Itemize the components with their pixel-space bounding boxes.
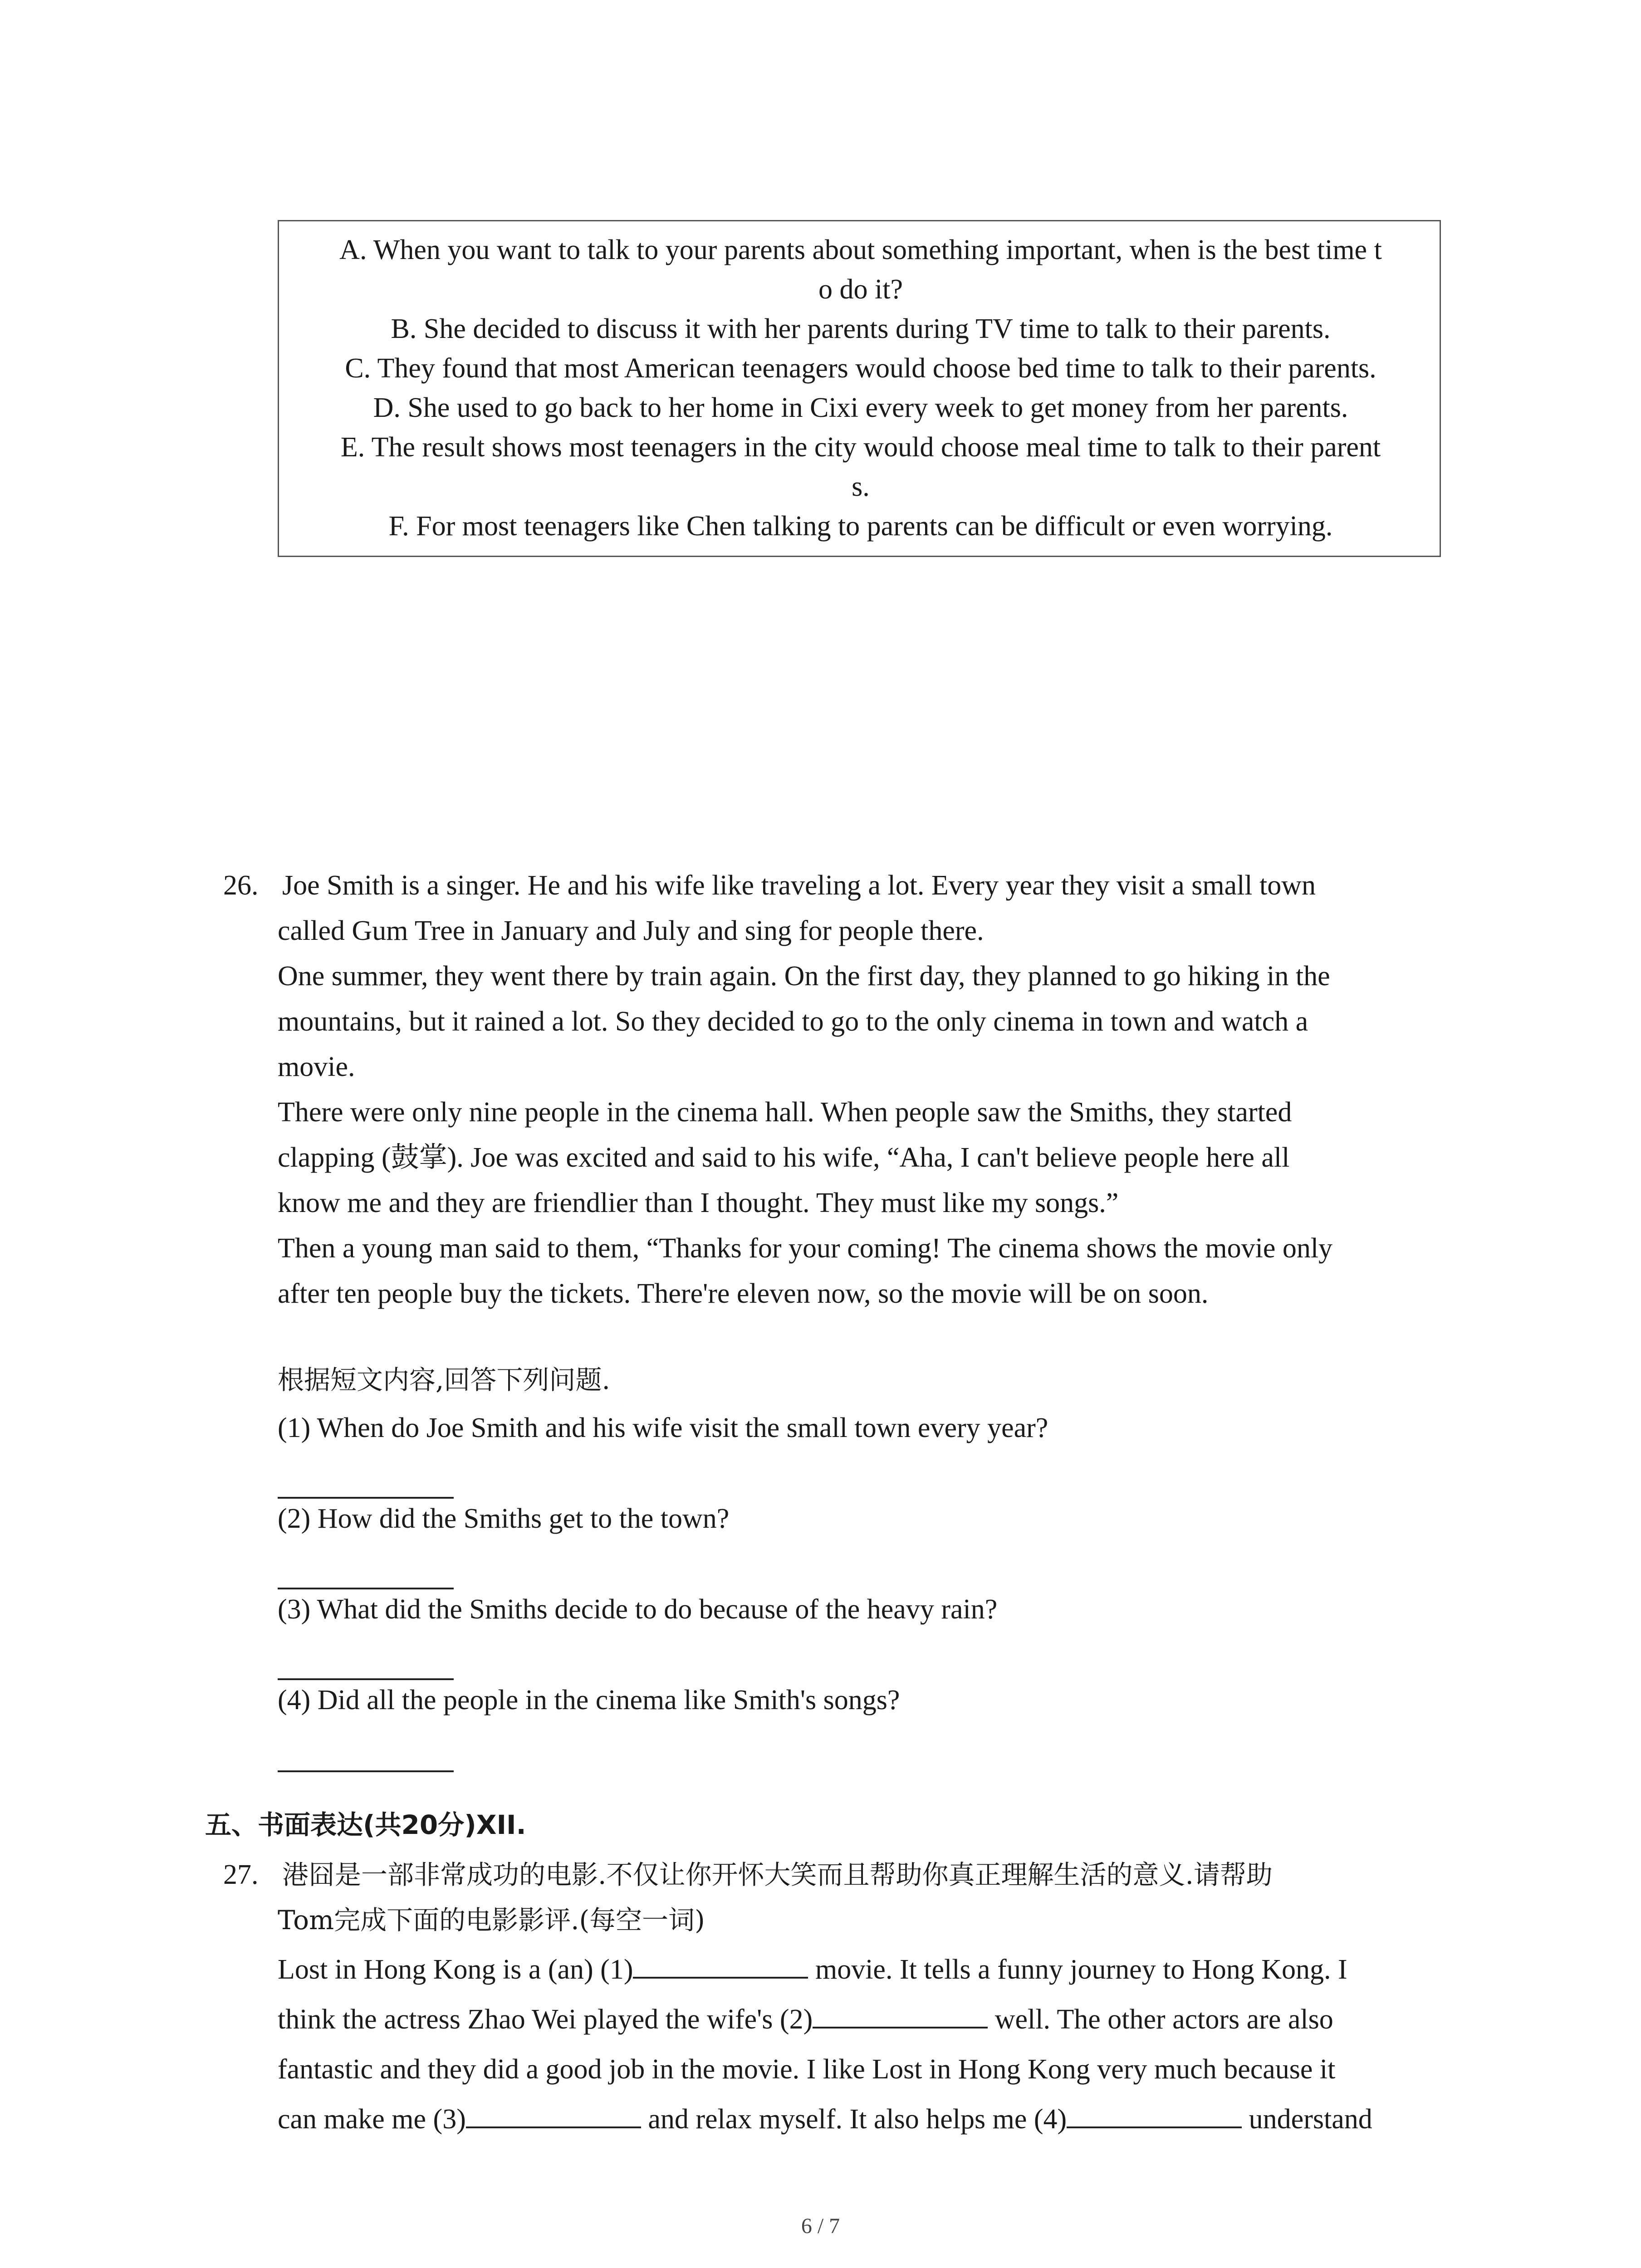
q27-prompt-line-1: 港囧是一部非常成功的电影.不仅让你开怀大笑而且帮助你真正理解生活的意义.请帮助 — [282, 1859, 1273, 1890]
blank-2[interactable] — [813, 1999, 988, 2028]
question-26-number: 26. — [223, 870, 259, 901]
q27-prompt-line-2: Tom完成下面的电影影评.(每空一词) — [278, 1905, 705, 1936]
blank-1[interactable] — [633, 1950, 808, 1979]
passage-line-10: after ten people buy the tickets. There're eleven now, so the movie will be on soon. — [278, 1278, 1209, 1309]
option-e-line2: s. — [852, 471, 870, 502]
review-line-2-b: well. The other actors are also — [988, 2004, 1333, 2035]
sub-question-4: (4) Did all the people in the cinema like Smith's songs? — [278, 1685, 900, 1716]
option-f: F. For most teenagers like Chen talking to parents can be difficult or even worrying. — [388, 511, 1333, 542]
review-line-3: fantastic and they did a good job in the movie. I like Lost in Hong Kong very much because it — [278, 2054, 1336, 2085]
blank-3[interactable] — [466, 2099, 641, 2128]
option-d: D. She used to go back to her home in Cixi every week to get money from her parents. — [373, 392, 1348, 423]
review-line-4-a: can make me (3) — [278, 2104, 466, 2135]
section-heading: 五、书面表达(共20分)XII. — [205, 1809, 526, 1840]
review-line-4-c: understand — [1242, 2104, 1372, 2135]
review-line-1 — [278, 1947, 1347, 1992]
sub-question-1: (1) When do Joe Smith and his wife visit the small town every year? — [278, 1413, 1048, 1443]
review-line-2 — [278, 1997, 1333, 2042]
review-line-4-b: and relax myself. It also helps me (4) — [641, 2104, 1067, 2135]
sub-question-2: (2) How did the Smiths get to the town? — [278, 1503, 730, 1534]
question-27-number: 27. — [223, 1859, 259, 1890]
passage-line-1: Joe Smith is a singer. He and his wife like traveling a lot. Every year they visit a small town — [282, 870, 1316, 901]
answer-blank-4[interactable] — [278, 1770, 454, 1772]
passage-line-2: called Gum Tree in January and July and sing for people there. — [278, 915, 984, 946]
blank-4[interactable] — [1067, 2099, 1242, 2128]
option-a-line1: A. When you want to talk to your parents about something important, when is the best time t — [339, 235, 1382, 265]
options-box — [278, 220, 1441, 557]
passage-line-4: mountains, but it rained a lot. So they decided to go to the only cinema in town and watch a — [278, 1006, 1308, 1037]
passage-line-6: There were only nine people in the cinema hall. When people saw the Smiths, they started — [278, 1097, 1292, 1128]
option-b: B. She decided to discuss it with her parents during TV time to talk to their parents. — [391, 313, 1331, 344]
passage-line-3: One summer, they went there by train again. On the first day, they planned to go hiking in the — [278, 961, 1330, 992]
review-line-1-b: movie. It tells a funny journey to Hong Kong. I — [808, 1954, 1347, 1985]
passage-line-9: Then a young man said to them, “Thanks for your coming! The cinema shows the movie only — [278, 1233, 1333, 1264]
passage-line-8: know me and they are friendlier than I thought. They must like my songs.” — [278, 1188, 1119, 1218]
passage-line-7: clapping (鼓掌). Joe was excited and said to his wife, “Aha, I can't believe people here all — [278, 1142, 1290, 1173]
review-line-1-a: Lost in Hong Kong is a (an) (1) — [278, 1954, 633, 1985]
question-instruction: 根据短文内容,回答下列问题. — [278, 1364, 610, 1395]
review-line-2-a: think the actress Zhao Wei played the wife's (2) — [278, 2004, 813, 2035]
review-line-4 — [278, 2097, 1372, 2142]
option-e-line1: E. The result shows most teenagers in the city would choose meal time to talk to their parent — [340, 432, 1381, 463]
option-c: C. They found that most American teenagers would choose bed time to talk to their parents. — [345, 353, 1376, 384]
passage-line-5: movie. — [278, 1051, 355, 1082]
page-number: 6 / 7 — [801, 2214, 840, 2238]
option-a-line2: o do it? — [818, 274, 903, 305]
sub-question-3: (3) What did the Smiths decide to do because of the heavy rain? — [278, 1594, 998, 1625]
